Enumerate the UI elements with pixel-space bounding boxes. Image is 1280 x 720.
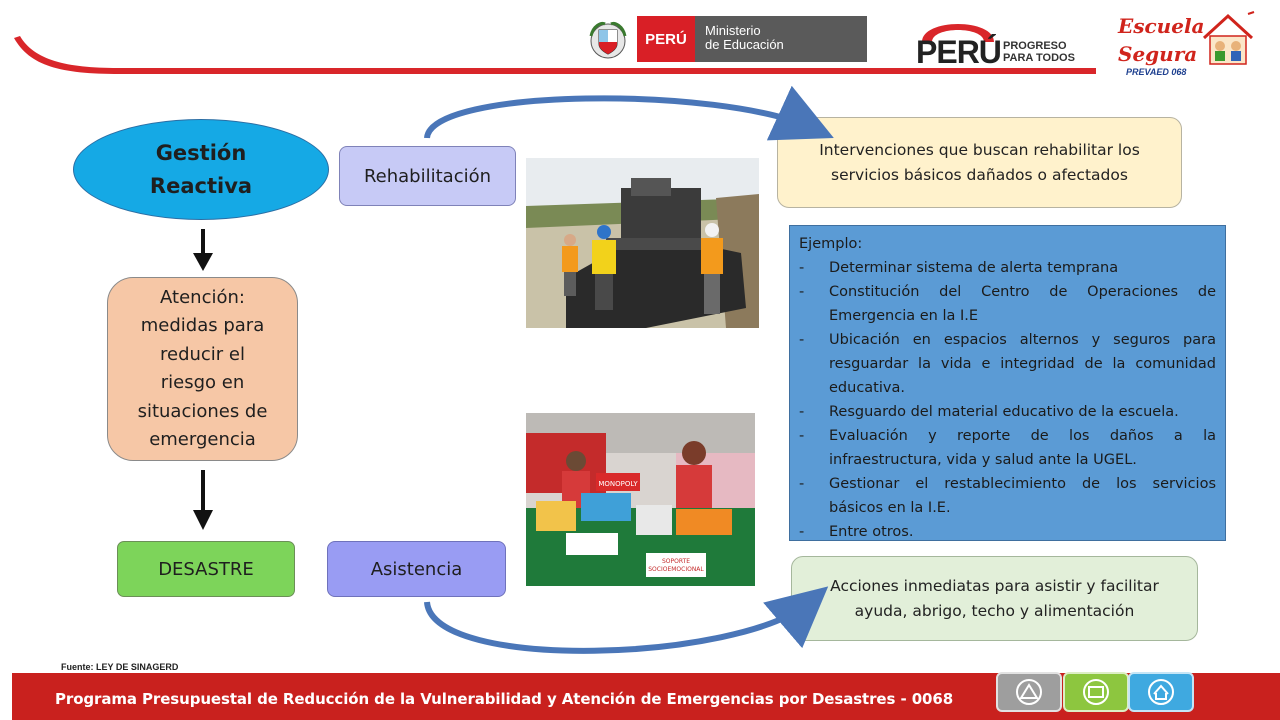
- footer-blue-icon: [1128, 672, 1194, 712]
- atencion-line: riesgo en: [160, 372, 245, 393]
- ejemplo-item: [799, 280, 1216, 328]
- asistencia-node: Asistencia: [327, 541, 506, 597]
- ejemplo-item-text: Determinar sistema de alerta temprana: [829, 260, 1119, 276]
- footer-gray-icon: [996, 672, 1062, 712]
- rehabilitacion-description: [777, 117, 1182, 208]
- fuente-source: Fuente: LEY DE SINAGERD: [61, 662, 179, 672]
- segura-word: Segura: [1118, 42, 1198, 66]
- list-dash: -: [799, 260, 805, 276]
- ejemplo-item: [799, 400, 1216, 424]
- asist-desc-line1: Acciones inmediatas para asistir y facilitar: [830, 576, 1159, 595]
- ejemplo-box: [789, 225, 1226, 541]
- progreso-line2: PARA TODOS: [1003, 52, 1075, 64]
- arrow-rehab-curve: [427, 98, 812, 138]
- rehab-desc-line2: servicios básicos dañados o afectados: [831, 165, 1128, 184]
- ministry-line1: Ministerio: [705, 23, 761, 38]
- atencion-line: Atención:: [160, 286, 245, 308]
- peru-progreso-logo: [912, 12, 1092, 68]
- hazard-triangle-icon: [1013, 678, 1045, 706]
- gestion-reactiva-node: [73, 119, 329, 220]
- progreso-line1: PROGRESO: [1003, 40, 1067, 52]
- atencion-line: reducir el: [159, 343, 245, 365]
- desastre-node: DESASTRE: [117, 541, 295, 597]
- list-dash: -: [799, 524, 805, 540]
- home-icon: [1145, 678, 1177, 706]
- asist-desc-line2: ayuda, abrigo, techo y alimentación: [854, 601, 1135, 620]
- asistencia-description: [791, 556, 1198, 641]
- rehabilitacion-node: Rehabilitación: [339, 146, 516, 206]
- shelter-icon: [1080, 678, 1112, 706]
- ejemplo-item: [799, 520, 1216, 544]
- peru-wordmark: PERÚ: [916, 34, 1001, 70]
- atencion-line: emergencia: [149, 429, 256, 450]
- minedu-logo: [585, 16, 867, 62]
- gestion-line2: Reactiva: [149, 173, 253, 198]
- prevaed-label: PREVAED 068: [1126, 67, 1187, 77]
- relief-supplies-photo: [526, 413, 755, 586]
- list-dash: -: [799, 428, 805, 444]
- school-house-icon: [1198, 10, 1258, 70]
- down-arrow-icon: [191, 229, 215, 273]
- ejemplo-item: [799, 256, 1216, 280]
- soporte-label-line2: SOCIOEMOCIONAL: [648, 566, 704, 573]
- list-dash: -: [799, 476, 805, 492]
- ejemplo-item: [799, 424, 1216, 472]
- ejemplo-heading: Ejemplo:: [799, 236, 863, 252]
- ministry-name: [695, 16, 867, 62]
- ejemplo-item-text: Evaluación y reporte de los daños a la infraestructura, vida y salud ante la UGEL.: [829, 428, 1216, 468]
- ejemplo-item-text: Constitución del Centro de Operaciones de Emergencia en la I.E: [829, 284, 1216, 324]
- ejemplo-item-text: Resguardo del material educativo de la escuela.: [829, 404, 1179, 420]
- ejemplo-item: [799, 328, 1216, 400]
- down-arrow-icon: [191, 470, 215, 532]
- gestion-line1: Gestión: [155, 140, 247, 165]
- list-dash: -: [799, 284, 805, 300]
- ejemplo-item: [799, 472, 1216, 520]
- atencion-line: medidas para: [140, 315, 265, 336]
- coat-of-arms-icon: [585, 16, 631, 62]
- ministry-line2: de Educación: [705, 37, 784, 52]
- ejemplo-item-text: Entre otros.: [829, 524, 914, 540]
- atencion-line: situaciones de: [137, 400, 268, 422]
- arrow-asist-curve: [427, 602, 810, 651]
- rehab-desc-line1: Intervenciones que buscan rehabilitar los: [819, 140, 1140, 159]
- atencion-node: [107, 277, 298, 461]
- list-dash: -: [799, 404, 805, 420]
- escuela-word: Escuela: [1118, 14, 1205, 38]
- progreso-slogan: [1003, 40, 1075, 64]
- list-dash: -: [799, 332, 805, 348]
- ejemplo-list: [799, 256, 1216, 544]
- ejemplo-item-text: Ubicación en espacios alternos y seguros para resguardar la vida e integridad de la comunidad educativa.: [829, 332, 1216, 396]
- ejemplo-item-text: Gestionar el restablecimiento de los servicios básicos en la I.E.: [829, 476, 1216, 516]
- peru-label: PERÚ: [637, 16, 695, 62]
- monopoly-label: MONOPOLY: [598, 480, 638, 488]
- escuela-segura-logo: [1112, 6, 1262, 80]
- footer-program: Programa Presupuestal de Reducción de la Vulnerabilidad y Atención de Emergencias por Desastres - 0068: [55, 690, 954, 708]
- road-works-photo: [526, 158, 759, 328]
- soporte-label-line1: SOPORTE: [661, 558, 691, 565]
- footer-green-icon: [1063, 672, 1129, 712]
